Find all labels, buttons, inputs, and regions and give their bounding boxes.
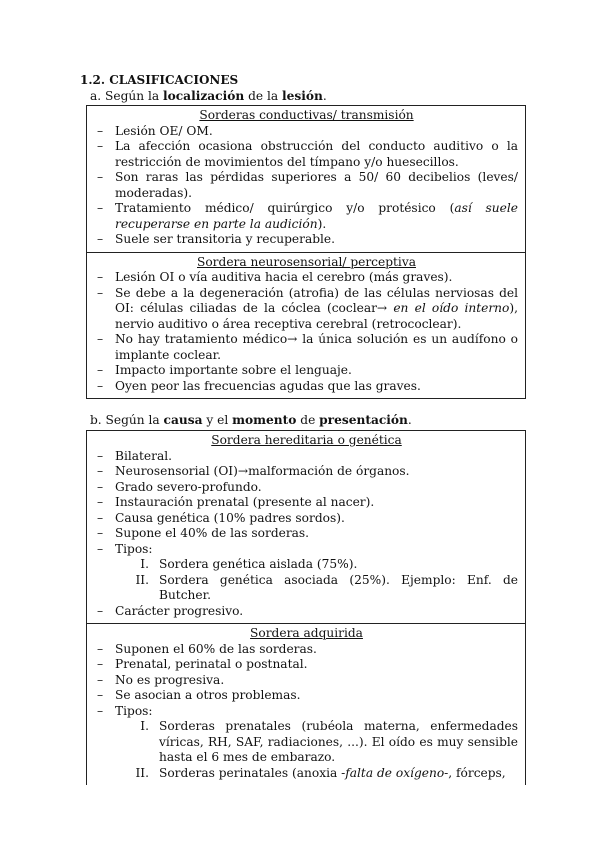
list-item: – Tratamiento médico/ quirúrgico y/o protésico (así suele recuperarse en parte la audición). (95, 201, 518, 232)
list-item: – No hay tratamiento médico→ la única solución es un audífono o implante coclear. (95, 332, 518, 363)
localization-table (86, 105, 526, 399)
section-a-heading: a. Según la localización de la lesión. (90, 89, 327, 103)
section-title: Sordera hereditaria o genética (211, 433, 402, 447)
list-item: – Prenatal, perinatal o postnatal. (95, 657, 518, 673)
list-item: – Neurosensorial (OI)→malformación de órganos. (95, 464, 518, 480)
list-item: – Son raras las pérdidas superiores a 50/ 60 decibelios (leves/ moderadas). (95, 170, 518, 201)
section-b-heading: b. Según la causa y el momento de presentación. (90, 413, 412, 427)
list-item: – Impacto importante sobre el lenguaje. (95, 363, 518, 379)
section-title: Sorderas conductivas/ transmisión (199, 108, 414, 122)
sub-list-item: I. Sorderas prenatales (rubéola materna, enfermedades víricas, RH, SAF, radiaciones, ...). El oído es muy sensible hasta el 6 mes de embarazo. (140, 719, 518, 764)
acquired-section (87, 623, 525, 785)
list-item: – Suele ser transitoria y recuperable. (95, 232, 518, 248)
list-item: – Bilateral. (95, 449, 518, 465)
list-item: – No es progresiva. (95, 673, 518, 689)
list-item: – Tipos: I. Sordera genética aislada (75%). II. Sordera genética asociada (25%). Ejemplo: Enf. de Butcher. (95, 542, 518, 604)
list-item: – Se asocian a otros problemas. (95, 688, 518, 704)
list-item: – Causa genética (10% padres sordos). (95, 511, 518, 527)
cause-table (86, 430, 526, 785)
conductive-section (87, 106, 525, 252)
list-item: – Grado severo-profundo. (95, 480, 518, 496)
section-title: Sordera neurosensorial/ perceptiva (197, 254, 416, 269)
sub-list-item: II. Sorderas perinatales (anoxia -falta de oxígeno-, fórceps, (135, 765, 506, 780)
list-item: – Carácter progresivo. (95, 604, 518, 620)
list-item: – Lesión OI o vía auditiva hacia el cerebro (más graves). (95, 270, 518, 286)
sub-list-item: I. Sordera genética aislada (75%). (140, 557, 358, 571)
list-item: – Tipos: I. Sorderas prenatales (rubéola materna, enfermedades víricas, RH, SAF, radiaciones, ...). El oído es muy sensible hasta el 6 mes de embarazo. II. Sorderas perinatales (anoxia -falta de oxígeno-, fórceps, (95, 704, 518, 782)
list-item: – Instauración prenatal (presente al nacer). (95, 495, 518, 511)
sub-list-item: II. Sordera genética asociada (25%). Ejemplo: Enf. de Butcher. (135, 572, 518, 602)
list-item: – Supone el 40% de las sorderas. (95, 526, 518, 542)
list-item: – Se debe a la degeneración (atrofia) de las células nerviosas del OI: células ciliadas de la cóclea (coclear→ en el oído interno), nervio auditivo o área receptiva cerebral (retrococlear). (95, 286, 518, 333)
list-item: – Suponen el 60% de las sorderas. (95, 642, 518, 658)
sensorineural-section (87, 252, 525, 399)
list-item: – Lesión OE/ OM. (95, 124, 518, 140)
section-title: Sordera adquirida (250, 626, 363, 640)
list-item: – Oyen peor las frecuencias agudas que las graves. (95, 379, 518, 395)
hereditary-section (87, 431, 525, 623)
list-item: – La afección ocasiona obstrucción del conducto auditivo o la restricción de movimientos del tímpano y/o huesecillos. (95, 139, 518, 170)
page-heading: 1.2. CLASIFICACIONES (80, 73, 239, 87)
